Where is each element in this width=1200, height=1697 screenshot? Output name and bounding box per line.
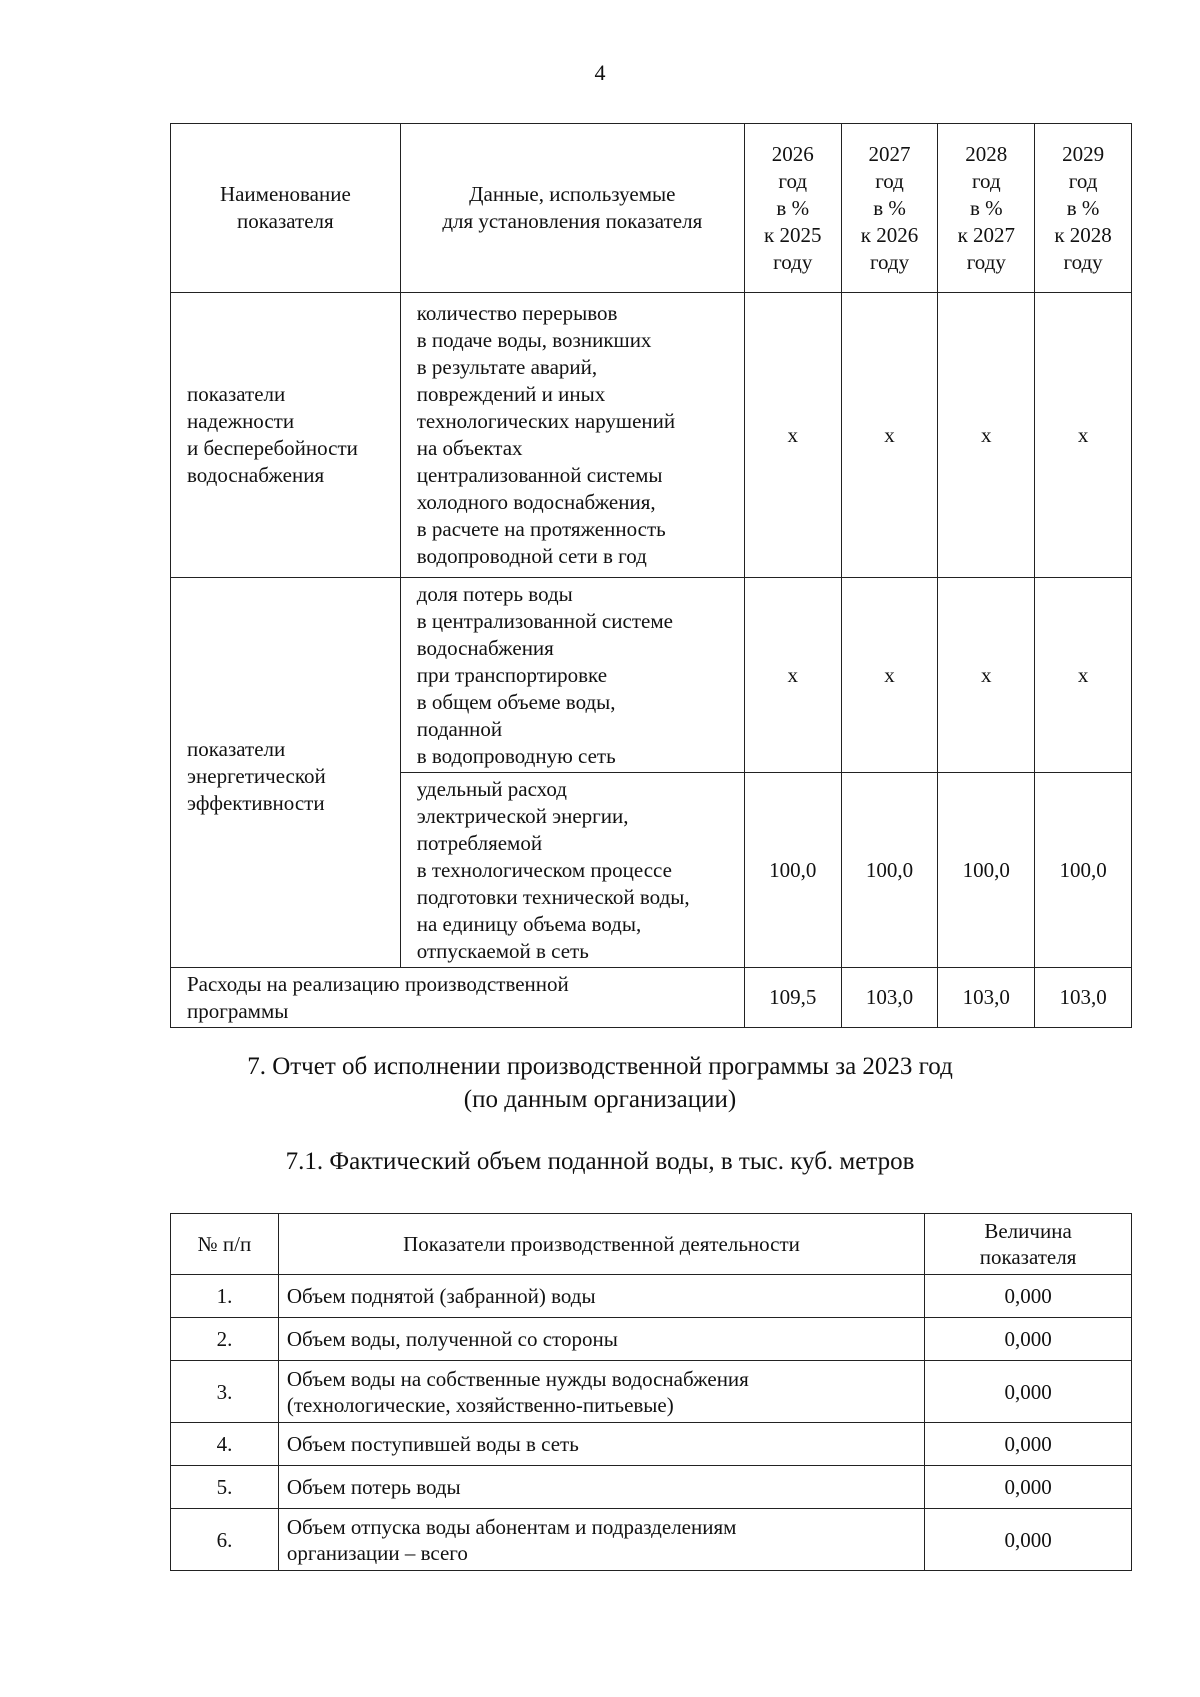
indicators-header-row [171,124,1132,293]
row-number: 4. [171,1423,279,1466]
table-row [171,1509,1132,1571]
indicator-data: удельный расход электрической энергии, потребляемой в технологическом процессе подготовки технической воды, на единицу объема воды, отпускаемой в сеть [400,773,744,968]
header-year-2027: 2027 год в % к 2026 году [841,124,938,293]
row-indicator: Объем поднятой (забранной) воды [278,1275,924,1318]
value-cell: 100,0 [841,773,938,968]
row-number: 6. [171,1509,279,1571]
value-cell: x [744,578,841,773]
value-cell: 100,0 [938,773,1035,968]
value-cell: x [938,293,1035,578]
row-value: 0,000 [925,1423,1132,1466]
table-row [171,1423,1132,1466]
row-number: 2. [171,1318,279,1361]
header-number: № п/п [171,1214,279,1275]
row-value: 0,000 [925,1361,1132,1423]
table-row [171,1275,1132,1318]
row-value: 0,000 [925,1318,1132,1361]
value-cell: 103,0 [841,968,938,1028]
header-year-2029: 2029 год в % к 2028 году [1035,124,1132,293]
value-cell: 109,5 [744,968,841,1028]
indicator-data: доля потерь воды в централизованной системе водоснабжения при транспортировке в общем объеме воды, поданной в водопроводную сеть [400,578,744,773]
row-value: 0,000 [925,1275,1132,1318]
indicator-name: показатели энергетической эффективности [171,578,401,968]
table-row [171,578,1132,773]
value-cell: x [1035,578,1132,773]
expenses-label: Расходы на реализацию производственной программы [171,968,745,1028]
water-volume-header-row [171,1214,1132,1275]
header-value: Величина показателя [925,1214,1132,1275]
indicators-table [170,123,1132,1028]
row-indicator: Объем воды, полученной со стороны [278,1318,924,1361]
value-cell: x [841,293,938,578]
water-volume-table [170,1213,1132,1571]
table-row [171,1466,1132,1509]
value-cell: 103,0 [938,968,1035,1028]
header-year-2026: 2026 год в % к 2025 году [744,124,841,293]
page-number: 4 [594,60,606,85]
row-value: 0,000 [925,1466,1132,1509]
table-row [171,1318,1132,1361]
row-number: 1. [171,1275,279,1318]
section-7-title: 7. Отчет об исполнении производственной программы за 2023 год (по данным организации) [247,1053,953,1113]
row-indicator: Объем поступившей воды в сеть [278,1423,924,1466]
header-indicator: Показатели производственной деятельности [278,1214,924,1275]
value-cell: x [938,578,1035,773]
section-7-1-subtitle: 7.1. Фактический объем поданной воды, в тыс. куб. метров [285,1148,915,1175]
row-number: 5. [171,1466,279,1509]
table-row [171,968,1132,1028]
row-indicator: Объем воды на собственные нужды водоснабжения (технологические, хозяйственно-питьевые) [278,1361,924,1423]
row-value: 0,000 [925,1509,1132,1571]
header-year-2028: 2028 год в % к 2027 году [938,124,1035,293]
value-cell: x [744,293,841,578]
row-indicator: Объем отпуска воды абонентам и подразделениям организации – всего [278,1509,924,1571]
value-cell: x [841,578,938,773]
value-cell: 103,0 [1035,968,1132,1028]
value-cell: 100,0 [1035,773,1132,968]
row-indicator: Объем потерь воды [278,1466,924,1509]
indicator-data: количество перерывов в подаче воды, возникших в результате аварий, повреждений и иных технологических нарушений на объектах централизованной системы холодного водоснабжения, в расчете на протяженность водопроводной сети в год [400,293,744,578]
value-cell: 100,0 [744,773,841,968]
header-indicator-name: Наименование показателя [171,124,401,293]
indicator-name: показатели надежности и бесперебойности водоснабжения [171,293,401,578]
header-indicator-data: Данные, используемые для установления показателя [400,124,744,293]
table-row [171,1361,1132,1423]
row-number: 3. [171,1361,279,1423]
table-row [171,293,1132,578]
value-cell: x [1035,293,1132,578]
